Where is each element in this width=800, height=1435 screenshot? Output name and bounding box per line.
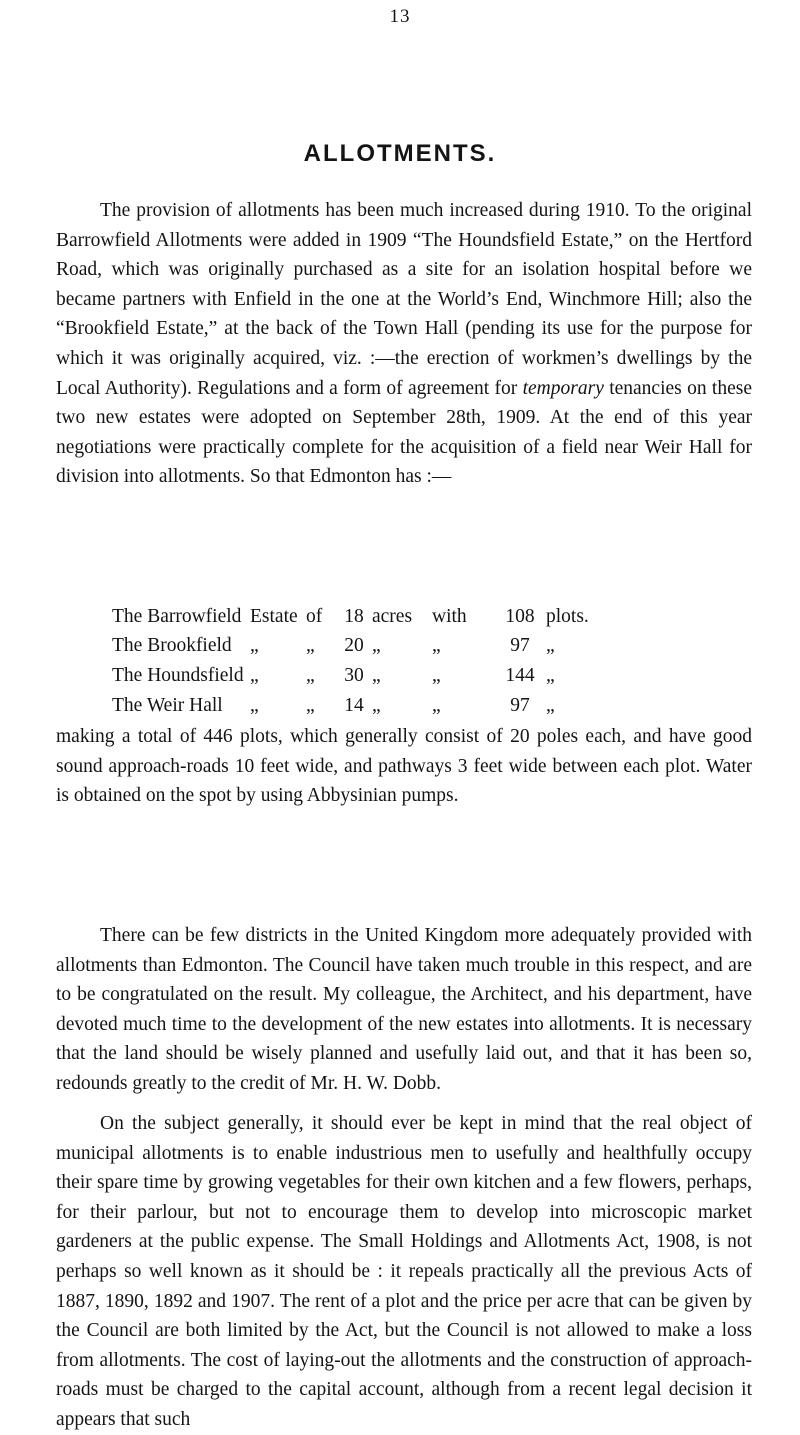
- acreage-value: 14: [344, 694, 364, 716]
- estate-word: „: [250, 635, 259, 657]
- with-word: „: [432, 664, 441, 686]
- estates-table: [112, 602, 596, 720]
- estate-name: The Houndsfield: [112, 664, 244, 686]
- acres-word: „: [372, 635, 381, 657]
- with-word: with: [432, 605, 467, 627]
- paragraph-total: making a total of 446 plots, which generally consist of 20 poles each, and have good sound approach-roads 10 feet wide, and pathways 3 feet wide between each plot. Water is obtained on the spot by using Abbysinian pumps.: [56, 726, 752, 807]
- acreage-value: 18: [344, 605, 364, 627]
- with-word: „: [432, 635, 441, 657]
- plots-value: 144: [505, 664, 535, 686]
- with-word: „: [432, 694, 441, 716]
- acreage-value: 20: [344, 635, 364, 657]
- estate-word: „: [250, 664, 259, 686]
- acres-word: „: [372, 694, 381, 716]
- estate-word: Estate: [250, 605, 298, 627]
- estate-row: [112, 691, 596, 721]
- plots-value: 108: [505, 605, 535, 627]
- paragraph-intro-text-end: tenancies on these two new estates were adopted on September 28th, 1909. At the end of this year negotiations were practically complete for the acquisition of a field near Weir Hall for division into allotments. So that Edmonton has :—: [56, 377, 752, 488]
- of-word: „: [306, 664, 315, 686]
- estate-word: „: [250, 694, 259, 716]
- paragraph-districts: There can be few districts in the United Kingdom more adequately provided with allotments than Edmonton. The Council have taken much trouble in this respect, and are to be congratulated on the result. My colleague, the Architect, and his department, have devoted much time to the development of the new estates into allotments. It is necessary that the land should be wisely planned and usefully laid out, and that it has been so, redounds greatly to the credit of Mr. H. W. Dobb.: [56, 925, 752, 1094]
- emphasis-temporary: temporary: [522, 377, 604, 399]
- acres-word: „: [372, 664, 381, 686]
- acres-word: acres: [372, 605, 413, 627]
- plots-word: „: [546, 694, 555, 716]
- page-number: 13: [389, 6, 411, 27]
- plots-word: plots.: [546, 605, 589, 627]
- plots-word: „: [546, 635, 555, 657]
- estate-name: The Brookfield: [112, 635, 232, 657]
- plots-word: „: [546, 664, 555, 686]
- paragraph-subject: On the subject generally, it should ever be kept in mind that the real object of municipal allotments is to enable industrious men to usefully and healthfully occupy their spare time by growing vegetables for their own kitchen and a few flowers, perhaps, for their parlour, but not to encourage them to develop into microscopic market gardeners at the public expense. The Small Holdings and Allotments Act, 1908, is not perhaps so well known as it should be : it repeals practically all the previous Acts of 1887, 1890, 1892 and 1907. The rent of a plot and the price per acre that can be given by the Council are both limited by the Act, but the Council is not allowed to make a loss from allotments. The cost of laying-out the allotments and the construction of approach-roads must be charged to the capital account, although from a recent legal decision it appears that such: [56, 1113, 752, 1430]
- paragraph-intro: [56, 196, 752, 492]
- estate-row: [112, 602, 596, 632]
- of-word: of: [306, 605, 323, 627]
- plots-value: 97: [510, 635, 530, 657]
- plots-value: 97: [510, 694, 530, 716]
- estate-row: [112, 661, 596, 691]
- estate-row: [112, 632, 596, 662]
- of-word: „: [306, 694, 315, 716]
- section-heading: ALLOTMENTS.: [303, 140, 497, 167]
- of-word: „: [306, 635, 315, 657]
- acreage-value: 30: [344, 664, 364, 686]
- estate-name: The Weir Hall: [112, 694, 223, 716]
- estate-name: The Barrowfield: [112, 605, 242, 627]
- estates-table-body: [112, 602, 596, 720]
- paragraph-intro-text: The provision of allotments has been much increased during 1910. To the original Barrowfield Allotments were added in 1909 “The Houndsfield Estate,” on the Hertford Road, which was originally purchased as a site for an isolation hospital before we became partners with Enfield in the one at the World’s End, Winchmore Hill; also the “Brookfield Estate,” at the back of the Town Hall (pending its use for the purpose for which it was originally acquired, viz. :—the erection of workmen’s dwellings by the Local Authority). Regulations and a form of agreement for: [56, 200, 752, 399]
